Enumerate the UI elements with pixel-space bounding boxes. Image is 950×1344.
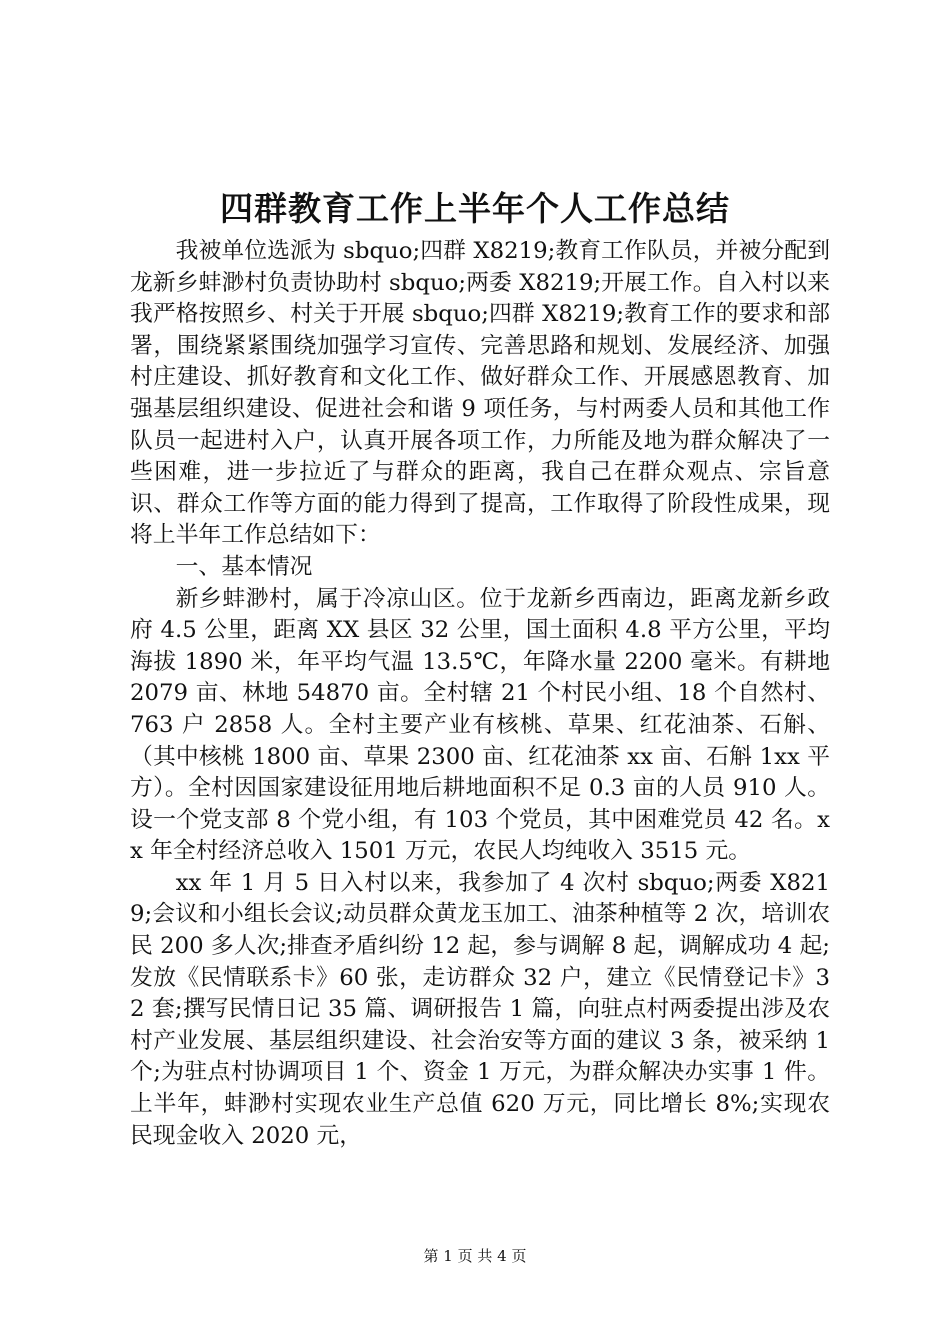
paragraph-intro: 我被单位选派为 sbquo;四群 X8219;教育工作队员，并被分配到龙新乡蚌渺村负责协助村 sbquo;两委 X8219;开展工作。自入村以来我严格按照乡、村关于开展 sbquo;四群 X8219;教育工作的要求和部署，围绕紧紧围绕加强学习宣传、完善思路和规划、发展经济、加强村庄建设、抓好教育和文化工作、做好群众工作、开展感恩教育、加强基层组织建设、促进社会和谐 9 项任务，与村两委人员和其他工作队员一起进村入户，认真开展各项工作，力所能及地为群众解决了一些困难，进一步拉近了与群众的距离，我自己在群众观点、宗旨意识、群众工作等方面的能力得到了提高，工作取得了阶段性成果，现将上半年工作总结如下： [130,238,830,549]
document-body [130,236,830,1152]
page-footer: 第 1 页 共 4 页 [423,1247,527,1265]
document-title: 四群教育工作上半年个人工作总结 [220,189,730,228]
section-heading-basic-info: 一、基本情况 [175,553,313,580]
paragraph-village-info: 新乡蚌渺村，属于冷凉山区。位于龙新乡西南边，距离龙新乡政府 4.5 公里，距离 XX 县区 32 公里，国土面积 4.8 平方公里，平均海拔 1890 米，年平均气温 13.5℃，年降水量 2200 毫米。有耕地 2079 亩、林地 54870 亩。全村辖 21 个村民小组、18 个自然村、763 户 2858 人。全村主要产业有核桃、草果、红花油茶、石斛、（其中核桃 1800 亩、草果 2300 亩、红花油茶 xx 亩、石斛 1xx 平方）。全村因国家建设征用地后耕地面积不足 0.3 亩的人员 910 人。设一个党支部 8 个党小组，有 103 个党员，其中困难党员 42 名。xx 年全村经济总收入 1501 万元，农民人均纯收入 3515 元。 [130,585,830,865]
paragraph-work-done: xx 年 1 月 5 日入村以来，我参加了 4 次村 sbquo;两委 X8219;会议和小组长会议;动员群众黄龙玉加工、油茶种植等 2 次，培训农民 200 多人次;排查矛盾纠纷 12 起，参与调解 8 起，调解成功 4 起;发放《民情联系卡》60 张，走访群众 32 户，建立《民情登记卡》32 套;撰写民情日记 35 篇、调研报告 1 篇，向驻点村两委提出涉及农村产业发展、基层组织建设、社会治安等方面的建议 3 条，被采纳 1 个;为驻点村协调项目 1 个、资金 1 万元，为群众解决办实事 1 件。上半年，蚌渺村实现农业生产总值 620 万元，同比增长 8%;实现农民现金收入 2020 元， [130,869,830,1149]
